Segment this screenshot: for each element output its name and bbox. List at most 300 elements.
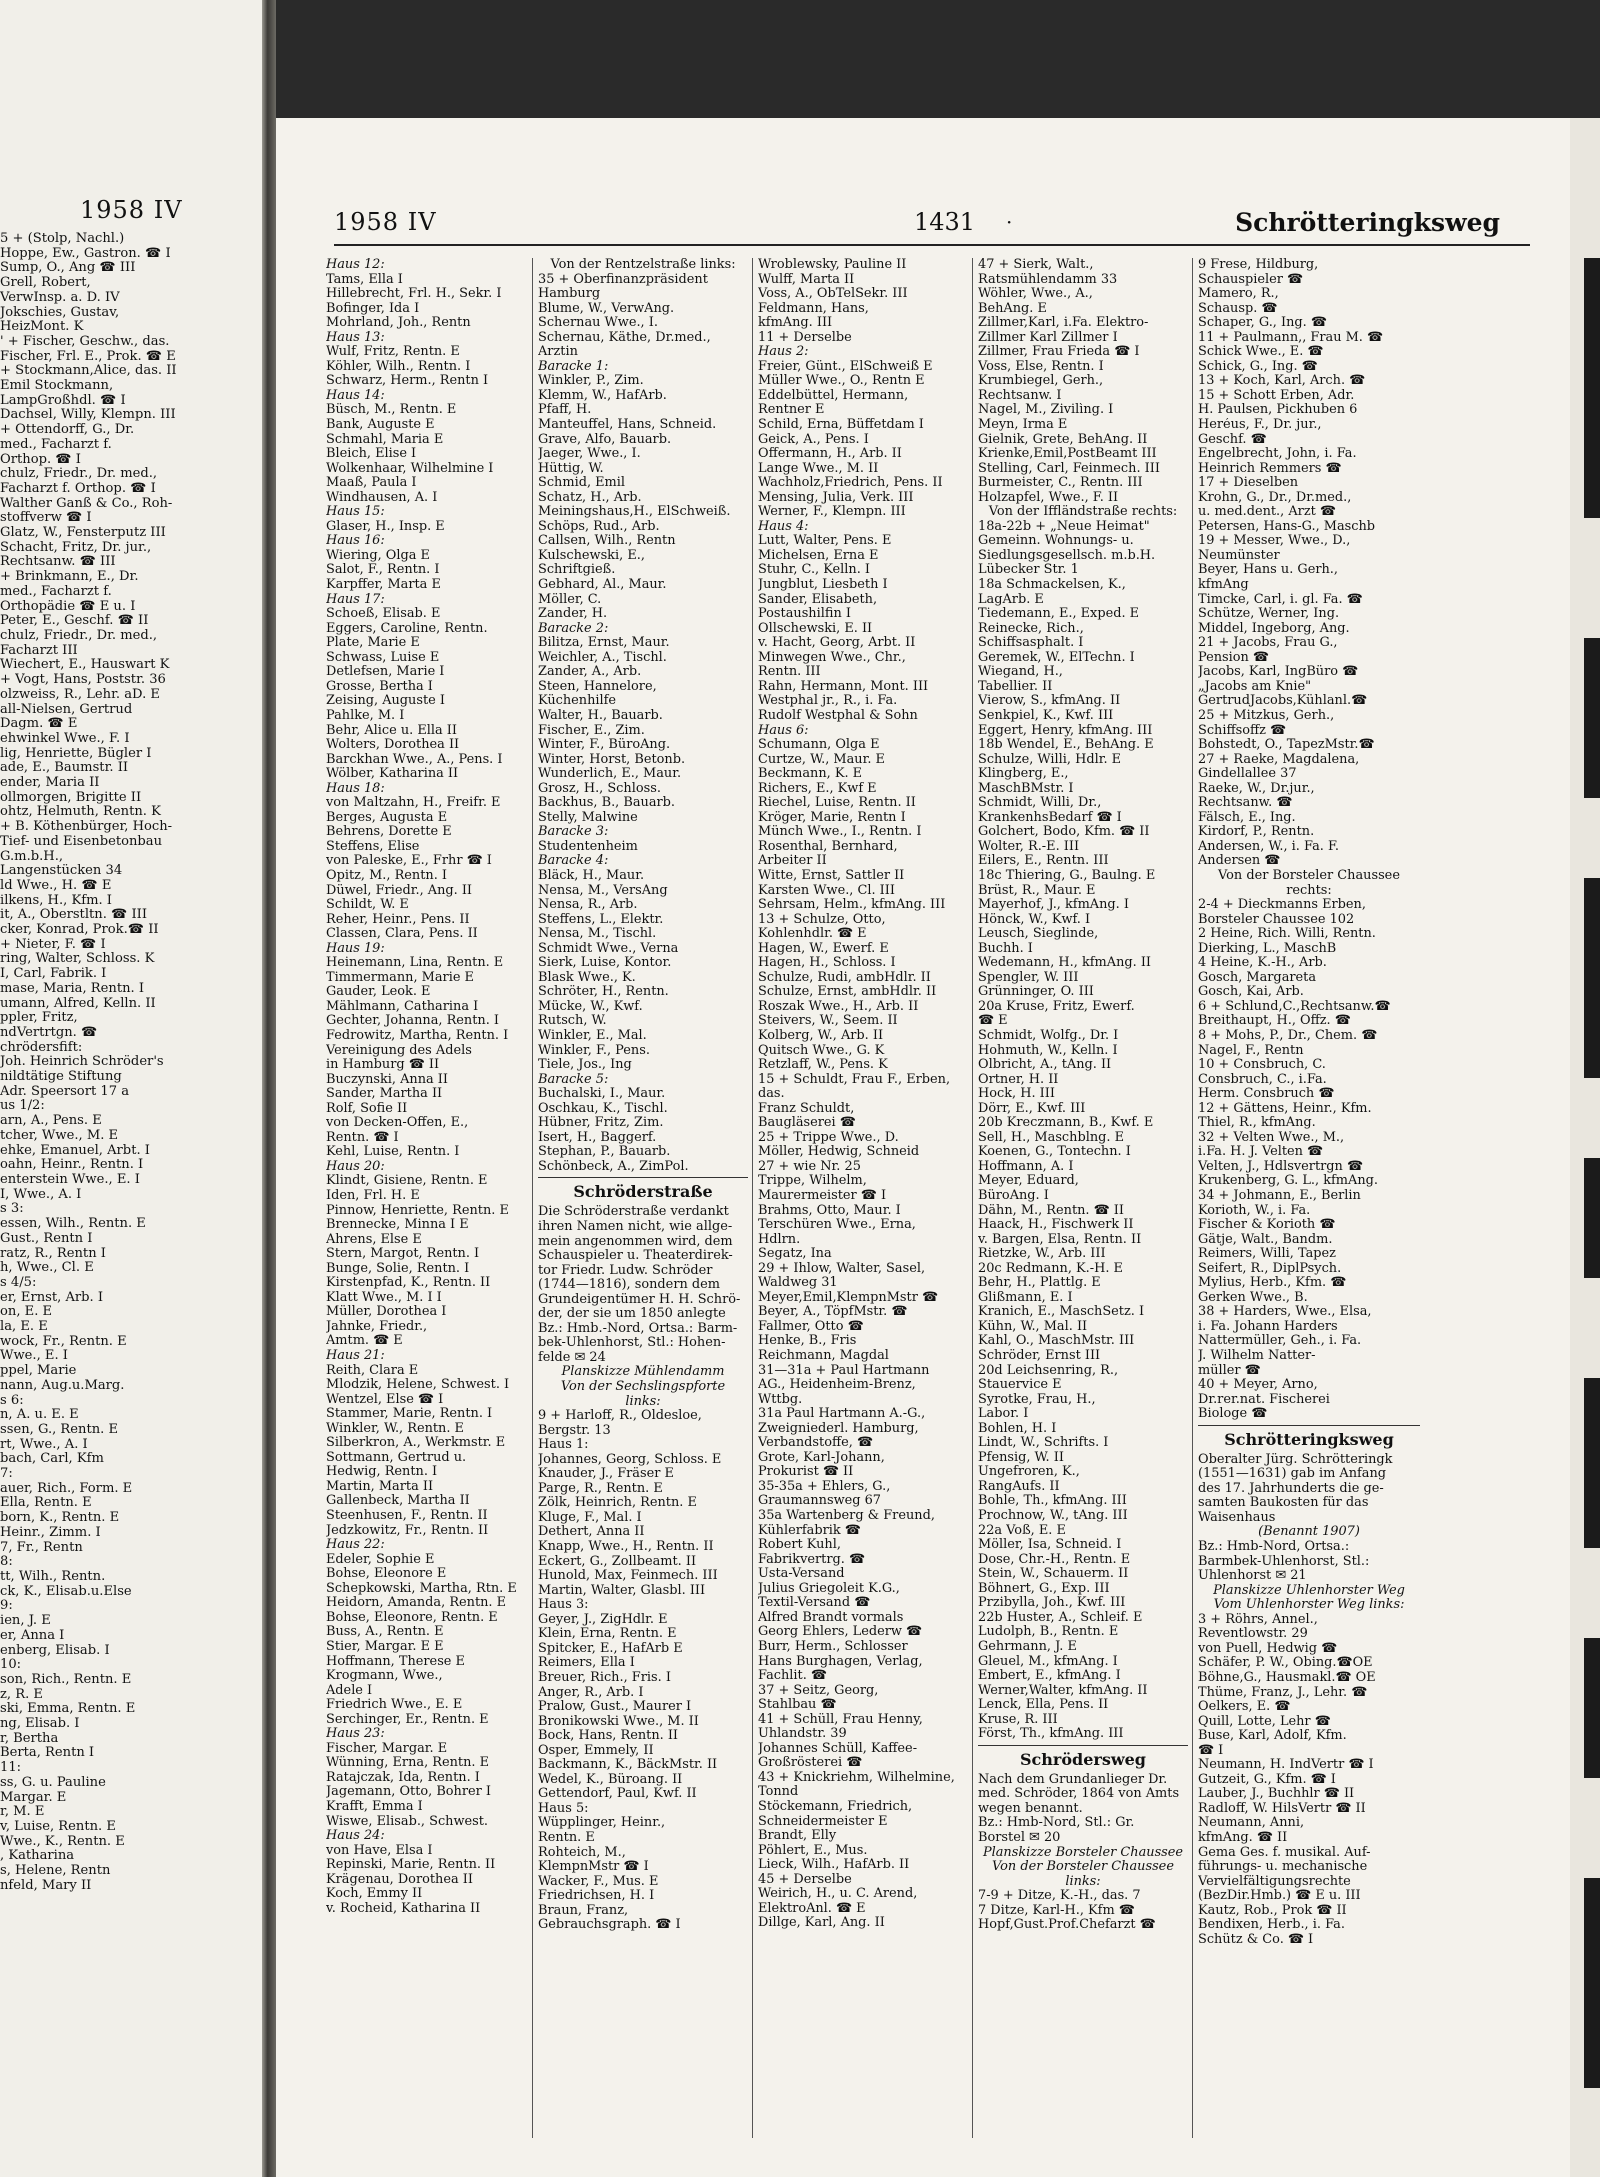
- directory-entry: Schick, G., Ing. ☎: [1198, 359, 1318, 374]
- directory-entry: Robert Kuhl,: [758, 1538, 841, 1553]
- directory-entry: Nagel, F., Rentn: [1198, 1043, 1304, 1058]
- street-note: 7 Ditze, Karl-H., Kfm ☎: [978, 1903, 1135, 1918]
- directory-entry: Fachlit. ☎: [758, 1669, 827, 1684]
- directory-entry: Dähn, M., Rentn. ☎ II: [978, 1203, 1124, 1218]
- directory-entry: ender, Maria II: [0, 776, 100, 791]
- directory-entry: Wachholz,Friedrich, Pens. II: [758, 476, 943, 491]
- directory-entry: Großrösterei ☎: [758, 1756, 863, 1771]
- directory-entry: Kruse, R. III: [978, 1712, 1058, 1727]
- directory-entry: Iden, Frl. H. E: [326, 1189, 420, 1203]
- street-note: Wüpplinger, Heinr.,: [538, 1816, 666, 1831]
- directory-entry: Weichler, A., Tischl.: [538, 650, 667, 665]
- directory-entry: Wwe., E. I: [0, 1349, 68, 1364]
- directory-entry: Barckhan Wwe., A., Pens. I: [326, 752, 503, 767]
- directory-entry: Quitsch Wwe., G. K: [758, 1043, 885, 1058]
- directory-entry: Langenstücken 34: [0, 864, 123, 879]
- directory-entry: Blume, W., VerwAng.: [538, 301, 675, 316]
- directory-entry: Gosch, Kai, Arb.: [1198, 985, 1304, 1000]
- directory-entry: Nensa, M., Tischl.: [538, 927, 657, 942]
- directory-entry: Velten, J., Hdlsvertrgn ☎: [1198, 1159, 1363, 1174]
- directory-entry: v. Rocheid, Katharina II: [326, 1901, 481, 1916]
- street-note: des 17. Jahrhunderts die ge-: [1198, 1481, 1384, 1496]
- directory-entry: Kohlenhdlr. ☎ E: [758, 927, 867, 942]
- directory-entry: Maaß, Paula I: [326, 476, 417, 491]
- directory-entry: Stein, W., Schauerm. II: [978, 1567, 1129, 1582]
- directory-entry: auer, Rich., Form. E: [0, 1481, 133, 1496]
- directory-entry: Andersen ☎: [1198, 854, 1281, 869]
- directory-entry: Glatz, W., Fensterputz III: [0, 526, 166, 541]
- directory-entry: Grünninger, O. III: [978, 985, 1094, 1000]
- directory-entry: Pinnow, Henriette, Rentn. E: [326, 1203, 509, 1218]
- directory-entry: Biologe ☎: [1198, 1407, 1268, 1422]
- directory-entry: Witte, Ernst, Sattler II: [758, 868, 905, 883]
- directory-entry: Von der Rentzelstraße links:: [550, 258, 736, 272]
- directory-entry: bach, Carl, Kfm: [0, 1452, 104, 1467]
- directory-entry: Meyer, Eduard,: [978, 1174, 1079, 1189]
- street-header: Schrötteringksweg: [1235, 208, 1500, 237]
- directory-entry: essen, Wilh., Rentn. E: [0, 1217, 146, 1232]
- directory-entry: enberg, Elisab. I: [0, 1643, 110, 1658]
- street-note: Bz.: Hmb-Nord, Stl.: Gr.: [978, 1816, 1135, 1831]
- directory-entry: 8:: [0, 1555, 13, 1570]
- directory-entry: Bohlen, H. I: [978, 1421, 1057, 1436]
- directory-entry: Graumannsweg 67: [758, 1494, 881, 1509]
- directory-entry: Vereinigung des Adels: [326, 1043, 472, 1058]
- directory-entry: Lenck, Ella, Pens. II: [978, 1698, 1109, 1713]
- directory-entry: 43 + Knickriehm, Wilhelmine,: [758, 1770, 955, 1785]
- directory-entry: Waldweg 31: [758, 1276, 838, 1291]
- directory-entry: GertrudJacobs,Kühlanl.☎: [1198, 694, 1368, 709]
- directory-entry: H. Paulsen, Pickhuben 6: [1198, 403, 1358, 418]
- directory-entry: Karsten Wwe., Cl. III: [758, 883, 895, 898]
- directory-entry: Studentenheim: [538, 839, 638, 854]
- directory-entry: ☎ E: [978, 1014, 1008, 1029]
- directory-entry: Usta-Versand: [758, 1567, 845, 1582]
- directory-entry: Middel, Ingeborg, Ang.: [1198, 621, 1350, 636]
- directory-entry: v. Bargen, Elsa, Rentn. II: [978, 1232, 1142, 1247]
- directory-entry: 20c Redmann, K.-H. E: [978, 1261, 1123, 1276]
- directory-entry: enterstein Wwe., E. I: [0, 1173, 140, 1187]
- directory-entry: LagArb. E: [978, 592, 1044, 607]
- directory-entry: Peter, E., Geschf. ☎ II: [0, 614, 149, 629]
- directory-entry: Gebhard, Al., Maur.: [538, 578, 667, 593]
- directory-entry: Schönbeck, A., ZimPol.: [538, 1159, 689, 1174]
- directory-entry: Müller Wwe., O., Rentn E: [758, 374, 925, 389]
- directory-entry: ppler, Fritz,: [0, 1011, 78, 1026]
- directory-entry: J. Wilhelm Natter-: [1198, 1349, 1316, 1364]
- directory-entry: Wulf, Fritz, Rentn. E: [326, 345, 460, 360]
- directory-entry: Koch, Emmy II: [326, 1887, 423, 1902]
- directory-entry: Fedrowitz, Martha, Rentn. I: [326, 1028, 509, 1043]
- directory-entry: Labor. I: [978, 1407, 1029, 1422]
- directory-entry: chulz, Friedr., Dr. med.,: [0, 628, 158, 643]
- street-title: Schröderstraße: [573, 1182, 713, 1202]
- directory-entry: Glaser, H., Insp. E: [326, 519, 445, 534]
- directory-entry: + Vogt, Hans, Poststr. 36: [0, 673, 166, 688]
- directory-entry: Schiffsasphalt. I: [978, 636, 1084, 651]
- directory-entry: Klindt, Gisiene, Rentn. E: [326, 1174, 488, 1189]
- directory-entry: Kolberg, W., Arb. II: [758, 1028, 884, 1043]
- directory-entry: I, Wwe., A. I: [0, 1187, 82, 1202]
- street-note: Spitcker, E., HafArb E: [538, 1641, 683, 1656]
- directory-entry: Postaushilfin I: [758, 607, 851, 622]
- directory-entry: Schwarz, Herm., Rentn I: [326, 374, 489, 389]
- directory-entry: Eddelbüttel, Hermann,: [758, 388, 909, 403]
- directory-entry: Reher, Heinr., Pens. II: [326, 912, 470, 927]
- directory-entry: Glißmann, E. I: [978, 1290, 1073, 1305]
- directory-entry: 7:: [0, 1467, 13, 1482]
- directory-entry: Neumünster: [1198, 548, 1280, 563]
- directory-entry: Windhausen, A. I: [326, 490, 438, 505]
- directory-entry: Pfaff, H.: [538, 403, 592, 418]
- left-page-header: 1958 IV: [80, 196, 183, 224]
- house-heading: Baracke 2:: [538, 621, 609, 636]
- directory-entry: Winkler, W., Rentn. E: [326, 1421, 464, 1436]
- directory-entry: Buchh. I: [978, 941, 1033, 956]
- directory-entry: v, Luise, Rentn. E: [0, 1819, 116, 1834]
- directory-entry: Nattermüller, Geh., i. Fa.: [1198, 1334, 1362, 1349]
- directory-entry: Schauspieler ☎: [1198, 272, 1304, 287]
- directory-entry: Repinski, Marie, Rentn. II: [326, 1858, 496, 1873]
- street-note: ihren Namen nicht, wie allge-: [538, 1220, 733, 1234]
- directory-entry: rechts:: [1286, 883, 1332, 898]
- directory-entry: , Katharina: [0, 1849, 75, 1864]
- directory-entry: umann, Alfred, Kelln. II: [0, 996, 156, 1011]
- directory-entry: ollmorgen, Brigitte II: [0, 790, 142, 805]
- house-heading: Haus 13:: [326, 330, 385, 345]
- house-heading: Haus 21:: [326, 1349, 385, 1364]
- directory-entry: Fischer, Margar. E: [326, 1741, 448, 1756]
- directory-entry: Heidorn, Amanda, Rentn. E: [326, 1596, 507, 1611]
- directory-entry: Lange Wwe., M. II: [758, 461, 879, 476]
- directory-entry: Steffens, L., Elektr.: [538, 912, 664, 927]
- directory-entry: Hagen, H., Schloss. I: [758, 956, 896, 971]
- directory-entry: Sander, Elisabeth,: [758, 592, 878, 607]
- directory-entry: Henke, B., Fris: [758, 1334, 857, 1349]
- house-heading: Baracke 4:: [538, 854, 609, 869]
- directory-entry: Wentzel, Else ☎ I: [326, 1392, 444, 1407]
- directory-entry: MaschBMstr. I: [978, 781, 1074, 796]
- directory-entry: ld Wwe., H. ☎ E: [0, 878, 112, 893]
- directory-entry: ' + Fischer, Geschw., das.: [0, 334, 170, 349]
- directory-entry: z, R. E: [0, 1687, 43, 1702]
- directory-entry: Holzapfel, Wwe., F. II: [978, 490, 1119, 505]
- directory-entry: Rosenthal, Bernhard,: [758, 839, 898, 854]
- directory-entry: Wolter, R.-E. III: [978, 839, 1080, 854]
- directory-entry: 13 + Schulze, Otto,: [758, 912, 886, 927]
- directory-entry: Seifert, R., DiplPsych.: [1198, 1261, 1342, 1276]
- directory-entry: Schmahl, Maria E: [326, 432, 444, 447]
- street-note: Oberalter Jürg. Schrötteringk: [1198, 1452, 1393, 1467]
- directory-entry: Voss, A., ObTelSekr. III: [758, 287, 908, 302]
- house-heading: Haus 20:: [326, 1159, 385, 1174]
- directory-entry: Retzlaff, W., Pens. K: [758, 1058, 888, 1073]
- directory-entry: Maurermeister ☎ I: [758, 1189, 887, 1203]
- directory-entry: Brüst, R., Maur. E: [978, 883, 1096, 898]
- directory-entry: Eilers, E., Rentn. III: [978, 854, 1109, 869]
- directory-entry: Wolters, Dorothea II: [326, 738, 460, 753]
- directory-entry: Fischer & Korioth ☎: [1198, 1218, 1336, 1233]
- directory-entry: Engelbrecht, John, i. Fa.: [1198, 447, 1357, 462]
- directory-entry: Stahlbau ☎: [758, 1698, 837, 1713]
- house-heading: Haus 24:: [326, 1829, 385, 1844]
- directory-entry: Ludolph, B., Rentn. E: [978, 1625, 1119, 1640]
- directory-entry: Rentner E: [758, 403, 825, 418]
- house-heading: Haus 18:: [326, 781, 385, 796]
- directory-entry: Lieck, Wilh., HafArb. II: [758, 1858, 910, 1873]
- street-note: Gettendorf, Paul, Kwf. II: [538, 1787, 697, 1802]
- directory-entry: Uhlandstr. 39: [758, 1727, 847, 1742]
- directory-entry: rt, Wwe., A. I: [0, 1437, 88, 1452]
- directory-entry: Kehl, Luise, Rentn. I: [326, 1145, 460, 1160]
- directory-entry: Stuhr, C., Kelln. I: [758, 563, 870, 578]
- directory-entry: 27 + wie Nr. 25: [758, 1159, 861, 1174]
- directory-entry: ng, Elisab. I: [0, 1717, 80, 1732]
- directory-entry: Brahms, Otto, Maur. I: [758, 1203, 901, 1218]
- street-note: Hunold, Max, Feinmech. III: [538, 1569, 718, 1584]
- directory-entry: Kahl, O., MaschMstr. III: [978, 1334, 1135, 1349]
- directory-entry: Krohn, G., Dr., Dr.med.,: [1198, 490, 1352, 505]
- directory-entry: Leusch, Sieglinde,: [978, 927, 1099, 942]
- street-note: Neumann, H. IndVertr ☎ I: [1198, 1758, 1374, 1773]
- street-note: Bock, Hans, Rentn. II: [538, 1729, 678, 1744]
- directory-entry: Grave, Alfo, Bauarb.: [538, 432, 672, 447]
- directory-entry: Jaeger, Wwe., I.: [538, 447, 641, 462]
- directory-entry: Schaper, G., Ing. ☎: [1198, 316, 1327, 331]
- directory-entry: + Ottendorff, G., Dr.: [0, 423, 135, 438]
- directory-entry: ade, E., Baumstr. II: [0, 761, 129, 776]
- directory-entry: ss, G. u. Pauline: [0, 1775, 106, 1790]
- directory-entry: Schmidt Wwe., Verna: [538, 941, 679, 956]
- directory-entry: Schepkowski, Martha, Rtn. E: [326, 1581, 517, 1596]
- directory-entry: Hoffmann, A. I: [978, 1159, 1074, 1174]
- directory-entry: Grell, Robert,: [0, 276, 91, 291]
- directory-entry: Rechtsanw. I: [978, 388, 1062, 403]
- directory-entry: Olbricht, A., tAng. II: [978, 1058, 1112, 1073]
- directory-entry: Reimers, Willi, Tapez: [1198, 1247, 1336, 1262]
- street-note: KlempnMstr ☎ I: [538, 1860, 649, 1875]
- directory-entry: 2-4 + Dieckmanns Erben,: [1198, 898, 1366, 913]
- directory-entry: 40 + Meyer, Arno,: [1198, 1378, 1318, 1393]
- directory-entry: Minwegen Wwe., Chr.,: [758, 650, 906, 665]
- directory-entry: Schröter, H., Rentn.: [538, 985, 669, 1000]
- street-note: Breuer, Rich., Fris. I: [538, 1670, 671, 1685]
- directory-entry: Curtze, W., Maur. E: [758, 752, 885, 767]
- directory-entry: Wttbg.: [758, 1392, 803, 1407]
- directory-entry: Stephan, P., Bauarb.: [538, 1145, 671, 1160]
- directory-entry: Reith, Clara E: [326, 1363, 419, 1378]
- directory-entry: Brandt, Elly: [758, 1829, 837, 1844]
- directory-entry: med., Facharzt f.: [0, 584, 112, 599]
- directory-entry: Wiechert, E., Hauswart K: [0, 658, 170, 673]
- street-note: Rohteich, M.,: [538, 1845, 626, 1860]
- directory-entry: 31—31a + Paul Hartmann: [758, 1363, 930, 1378]
- street-note: Knauder, J., Fräser E: [538, 1467, 674, 1482]
- directory-entry: Geremek, W., ElTechn. I: [978, 650, 1135, 665]
- directory-entry: Ungefroren, K.,: [978, 1465, 1080, 1480]
- directory-entry: Ella, Rentn. E: [0, 1496, 92, 1511]
- directory-entry: Edeler, Sophie E: [326, 1552, 435, 1567]
- directory-entry: Grote, Karl-Johann,: [758, 1450, 885, 1465]
- directory-entry: Segatz, Ina: [758, 1247, 832, 1262]
- street-note: ☎ I: [1198, 1743, 1224, 1758]
- directory-entry: i.Fa. H. J. Velten ☎: [1198, 1145, 1324, 1160]
- directory-entry: Zillmer,Karl, i.Fa. Elektro-: [978, 316, 1149, 331]
- directory-entry: Mücke, W., Kwf.: [538, 999, 643, 1014]
- directory-entry: Krafft, Emma I: [326, 1799, 423, 1814]
- directory-entry: Schulze, Rudi, ambHdlr. II: [758, 970, 931, 985]
- street-note: links:: [625, 1394, 661, 1409]
- directory-entry: Walter, H., Bauarb.: [538, 708, 663, 723]
- directory-entry: on, E. E: [0, 1305, 53, 1320]
- street-note: Knapp, Wwe., H., Rentn. II: [538, 1540, 714, 1555]
- directory-entry: Prokurist ☎ II: [758, 1465, 854, 1480]
- street-note: Vom Uhlenhorster Weg links:: [1213, 1598, 1405, 1613]
- directory-entry: von Decken-Offen, E.,: [326, 1116, 469, 1131]
- house-heading: Haus 23:: [326, 1727, 385, 1742]
- directory-entry: Ärztin: [538, 345, 578, 360]
- directory-entry: Krukenberg, G. L., kfmAng.: [1198, 1174, 1378, 1189]
- column-1: [326, 258, 526, 1916]
- directory-entry: Adele I: [326, 1683, 373, 1698]
- directory-entry: Ratsmühlendamm 33: [978, 272, 1118, 287]
- section-divider: [978, 1745, 1188, 1746]
- directory-entry: Heréus, F., Dr. jur.,: [1198, 418, 1322, 433]
- column-divider: [532, 258, 533, 2138]
- directory-entry: Burr, Herm., Schlosser: [758, 1639, 908, 1654]
- directory-entry: Grosse, Bertha I: [326, 679, 433, 694]
- directory-entry: Isert, H., Baggerf.: [538, 1130, 657, 1145]
- directory-entry: Siedlungsgesellsch. m.b.H.: [978, 548, 1156, 563]
- directory-entry: Johannes Schüll, Kaffee-: [758, 1741, 918, 1756]
- directory-entry: Behrens, Dorette E: [326, 825, 452, 840]
- directory-entry: Werner,Walter, kfmAng. II: [978, 1683, 1148, 1698]
- house-heading: Haus 12:: [326, 258, 385, 272]
- directory-entry: Buss, A., Rentn. E: [326, 1625, 444, 1640]
- street-note: Planskizze Mühlendamm: [561, 1365, 725, 1380]
- house-heading: Haus 19:: [326, 941, 385, 956]
- directory-entry: Salot, F., Rentn. I: [326, 563, 440, 578]
- directory-entry: all-Nielsen, Gertrud: [0, 702, 133, 717]
- directory-entry: Gemeinn. Wohnungs- u.: [978, 534, 1134, 549]
- directory-entry: v. Hacht, Georg, Arbt. II: [758, 636, 916, 651]
- street-note: Kautz, Rob., Prok ☎ II: [1198, 1903, 1347, 1918]
- directory-entry: olzweiss, R., Lehr. aD. E: [0, 687, 160, 702]
- house-heading: Haus 17:: [326, 592, 385, 607]
- column-divider: [752, 258, 753, 2138]
- directory-entry: Petersen, Hans-G., Maschb: [1198, 519, 1376, 534]
- directory-entry: Schmidt, Wolfg., Dr. I: [978, 1028, 1119, 1043]
- directory-entry: von Paleske, E., Frhr ☎ I: [326, 854, 492, 869]
- directory-entry: Gätje, Walt., Bandm.: [1198, 1232, 1333, 1247]
- directory-entry: Jagemann, Otto, Bohrer I: [326, 1785, 492, 1800]
- directory-entry: BehAng. E: [978, 301, 1047, 316]
- street-note: Waisenhaus: [1198, 1510, 1276, 1525]
- directory-entry: 18a Schmackelsen, K.,: [978, 578, 1126, 593]
- directory-entry: Bunge, Solie, Rentn. I: [326, 1261, 470, 1276]
- directory-entry: Hüttig, W.: [538, 461, 604, 476]
- directory-entry: Offermann, H., Arb. II: [758, 447, 902, 462]
- directory-entry: Manteuffel, Hans, Schneid.: [538, 418, 717, 433]
- directory-entry: Hillebrecht, Frl. H., Sekr. I: [326, 287, 502, 302]
- directory-entry: + Stockmann,Alice, das. II: [0, 364, 177, 379]
- directory-entry: Nensa, R., Arb.: [538, 898, 638, 913]
- directory-entry: Stern, Margot, Rentn. I: [326, 1247, 480, 1262]
- directory-entry: Wwe., K., Rentn. E: [0, 1834, 125, 1849]
- street-note: Die Schröderstraße verdankt: [538, 1205, 729, 1220]
- street-note: med. Schröder, 1864 von Amts: [978, 1787, 1180, 1802]
- directory-entry: Gust., Rentn I: [0, 1231, 93, 1246]
- street-note: Gema Ges. f. musikal. Auf-: [1198, 1845, 1371, 1860]
- directory-entry: Fabrikvertrg. ☎: [758, 1552, 866, 1567]
- section-divider: [538, 1177, 748, 1178]
- street-note: Von der Sechslingspforte: [560, 1380, 726, 1395]
- directory-entry: 20a Kruse, Fritz, Ewerf.: [978, 999, 1135, 1014]
- street-note: Neumann, Anni,: [1198, 1816, 1305, 1831]
- directory-entry: Mohrland, Joh., Rentn: [326, 316, 471, 331]
- street-note: Reventlowstr. 29: [1198, 1627, 1308, 1642]
- directory-entry: Dagm. ☎ E: [0, 717, 78, 732]
- directory-entry: 31a Paul Hartmann A.-G.,: [758, 1407, 926, 1422]
- directory-entry: 5 + (Stolp, Nachl.): [0, 232, 125, 246]
- directory-entry: Korioth, W., i. Fa.: [1198, 1203, 1311, 1218]
- directory-entry: Buchalski, I., Maur.: [538, 1087, 666, 1102]
- directory-entry: Beckmann, K. E: [758, 767, 863, 782]
- directory-entry: chrödersfift:: [0, 1040, 83, 1055]
- directory-entry: Hoppe, Ew., Gastron. ☎ I: [0, 246, 171, 261]
- directory-entry: tt, Wilh., Rentn.: [0, 1569, 106, 1584]
- street-note: Pralow, Gust., Maurer I: [538, 1700, 692, 1715]
- directory-entry: Kühlerfabrik ☎: [758, 1523, 861, 1538]
- street-note: Johannes, Georg, Schloss. E: [538, 1452, 722, 1467]
- street-title: Schrötteringksweg: [1224, 1429, 1394, 1449]
- directory-entry: Voss, Else, Rentn. I: [978, 359, 1104, 374]
- directory-entry: Behr, Alice u. Ella II: [326, 723, 457, 738]
- directory-entry: Möller, C.: [538, 592, 602, 607]
- directory-entry: Winter, Horst, Betonb.: [538, 752, 686, 767]
- directory-entry: Jacobs, Karl, IngBüro ☎: [1198, 665, 1359, 680]
- directory-entry: Gerken Wwe., B.: [1198, 1290, 1308, 1305]
- directory-entry: Schmid, Emil: [538, 476, 626, 491]
- directory-entry: Bank, Auguste E: [326, 418, 435, 433]
- directory-entry: Winkler, E., Mal.: [538, 1028, 647, 1043]
- street-note: Von der Borsteler Chaussee: [992, 1860, 1174, 1875]
- directory-entry: Bläck, H., Maur.: [538, 868, 645, 883]
- street-note: Schauspieler u. Theaterdirek-: [538, 1249, 733, 1264]
- directory-entry: s 3:: [0, 1202, 24, 1217]
- directory-entry: Gielnik, Grete, BehAng. II: [978, 432, 1148, 447]
- directory-entry: Steen, Hannelore,: [538, 679, 657, 694]
- page-header: [334, 204, 1530, 246]
- directory-entry: Hübner, Fritz, Zim.: [538, 1116, 664, 1131]
- directory-entry: Kröger, Marie, Rentn I: [758, 810, 906, 825]
- header-year: 1958 IV: [334, 208, 437, 236]
- right-page: [276, 118, 1570, 2177]
- directory-entry: Bohse, Eleonore, Rentn. E: [326, 1610, 498, 1625]
- directory-entry: Pahlke, M. I: [326, 708, 405, 723]
- directory-entry: Heinr., Zimm. I: [0, 1525, 101, 1540]
- directory-entry: Von der Borsteler Chaussee: [1218, 868, 1400, 883]
- directory-entry: Emil Stockmann,: [0, 379, 114, 394]
- directory-entry: Bilitza, Ernst, Maur.: [538, 636, 670, 651]
- directory-entry: von Have, Elsa I: [326, 1843, 433, 1858]
- directory-entry: Textil-Versand ☎: [758, 1596, 871, 1611]
- column-divider: [972, 258, 973, 2138]
- directory-entry: Eggers, Caroline, Rentn.: [326, 621, 488, 636]
- directory-entry: Hedwig, Rentn. I: [326, 1465, 438, 1480]
- directory-entry: ElektroAnl. ☎ E: [758, 1901, 866, 1916]
- street-note: Quill, Lotte, Lehr ☎: [1198, 1714, 1331, 1729]
